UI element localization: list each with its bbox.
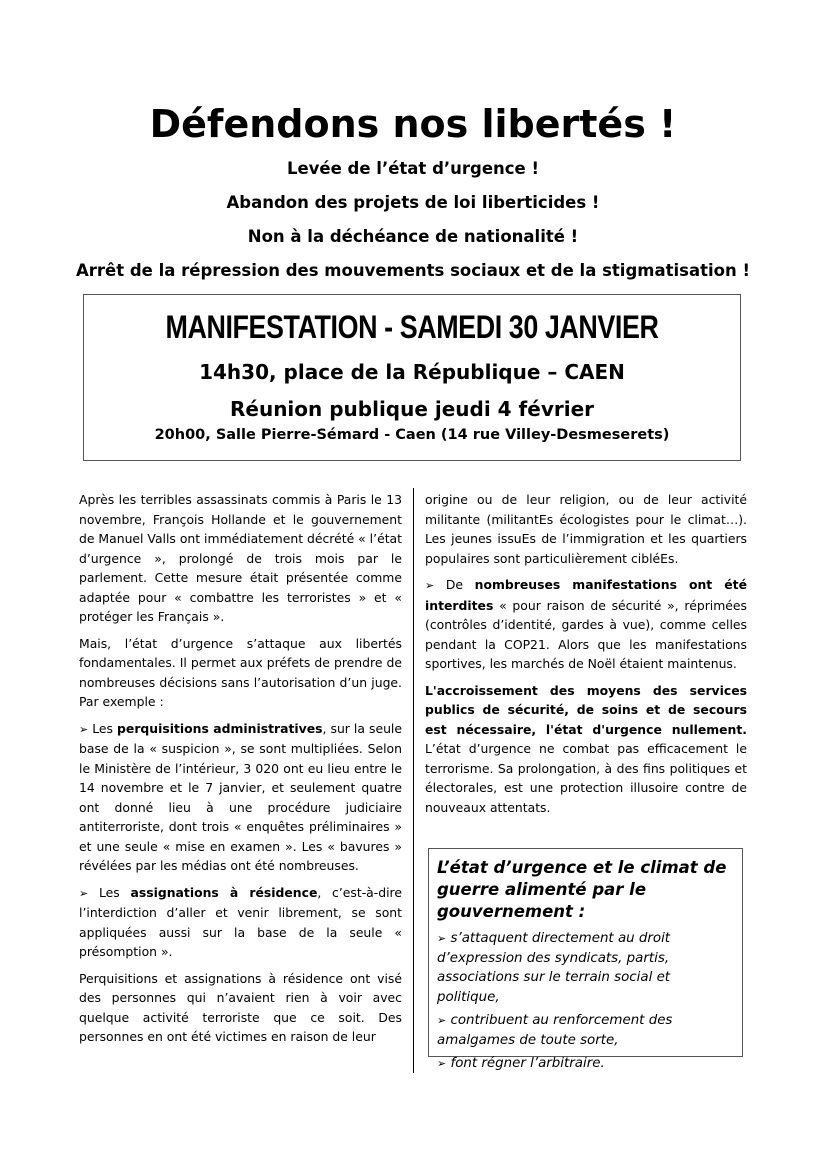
slogan-repression: Arrêt de la répression des mouvements sociaux et de la stigmatisation ! bbox=[76, 261, 750, 280]
slogan-nationality: Non à la déchéance de nationalité ! bbox=[247, 227, 579, 246]
arrow-bullet-icon: ➢ bbox=[437, 1057, 447, 1070]
arrow-bullet-icon: ➢ bbox=[79, 722, 89, 736]
bullet-demonstrations: ➢ De nombreuses manifestations ont été interdites « pour raison de sécurité », réprimées (contrôles d’identité, gardes à vue), comme celles pendant la COP21. Alors que les manifestations sportives, les marchés de Noël étaient maintenus. bbox=[425, 577, 747, 671]
column-divider bbox=[413, 488, 414, 1073]
info-box bbox=[428, 848, 743, 1071]
paragraph-intro: Après les terribles assassinats commis à Paris le 13 novembre, François Hollande et le gouvernement de Manuel Valls ont immédiatement décrété « l’état d’urgence », prolongé de trois mois par le parlement. Cette mesure était présentée comme adaptée pour « combattre les terroristes » et « protéger les Français ». bbox=[79, 492, 402, 624]
event-box bbox=[83, 294, 741, 461]
slogan-laws: Abandon des projets de loi liberticides ! bbox=[226, 193, 600, 212]
paragraph-public-services: L'accroissement des moyens des services publics de sécurité, de soins et de secours est nécessaire, l'état d'urgence nullement. L’état d’urgence ne combat pas efficacement le terrorisme. Sa prolongation, à des fins politiques et électorales, est une protection illusoire contre de nouveaux attentats. bbox=[425, 682, 747, 815]
slogans bbox=[0, 152, 826, 288]
right-column bbox=[425, 490, 747, 824]
event-venue: 20h00, Salle Pierre-Sémard - Caen (14 rue Villey-Desmeserets) bbox=[154, 427, 670, 443]
info-box-title: L’état d’urgence et le climat de guerre alimenté par le gouvernement : bbox=[437, 858, 727, 921]
left-column bbox=[79, 490, 402, 1054]
event-meeting: Réunion publique jeudi 4 février bbox=[229, 397, 595, 421]
paragraph-victims: Perquisitions et assignations à résidence ont visé des personnes qui n’avaient rien à voir avec quelque activité terroriste que ce soit. Des personnes en ont été victimes en raison de leur bbox=[79, 970, 402, 1044]
arrow-bullet-icon: ➢ bbox=[437, 1014, 447, 1027]
paragraph-attack: Mais, l’état d’urgence s’attaque aux libertés fondamentales. Il permet aux préfets de prendre de nombreuses décisions sans l’autorisation d’un juge. Par exemple : bbox=[79, 635, 402, 709]
page-title: Défendons nos libertés ! bbox=[149, 102, 677, 146]
slogan-state-of-emergency: Levée de l’état d’urgence ! bbox=[286, 159, 540, 178]
bullet-assignations: ➢ Les assignations à résidence, c’est-à-dire l’interdiction d’aller et venir librement, se sont appliquées aussi sur la base de la seule « présomption ». bbox=[79, 884, 402, 959]
bullet-perquisitions: ➢ Les perquisitions administratives, sur la seule base de la « suspicion », se sont multipliées. Selon le Ministère de l’intérieur, 3 020 ont eu lieu entre le 14 novembre et le 7 janvier, et seulement quatre ont donné lieu à une procédure judiciaire antiterroriste, dont trois « enquêtes préliminaires » et une seule « mise en examen ». Les « bavures » révélées par les médias ont été nombreuses. bbox=[79, 720, 402, 873]
arrow-bullet-icon: ➢ bbox=[425, 579, 435, 592]
arrow-bullet-icon: ➢ bbox=[437, 932, 447, 945]
info-item: ➢ contribuent au renforcement des amalgames de toute sorte, bbox=[437, 1013, 673, 1048]
arrow-bullet-icon: ➢ bbox=[79, 886, 89, 900]
info-item: ➢ font régner l’arbitraire. bbox=[437, 1056, 605, 1071]
info-item: ➢ s’attaquent directement au droit d’expression des syndicats, partis, associations sur le terrain social et politique, bbox=[437, 931, 671, 1005]
event-place: 14h30, place de la République – CAEN bbox=[199, 360, 625, 384]
paragraph-origin: origine ou de leur religion, ou de leur activité militante (militantEs écologistes pour le climat…). Les jeunes issuEs de l’immigration et les quartiers populaires sont particulièrement cibléEs. bbox=[425, 492, 747, 566]
event-title: MANIFESTATION - SAMEDI 30 JANVIER bbox=[165, 309, 659, 345]
